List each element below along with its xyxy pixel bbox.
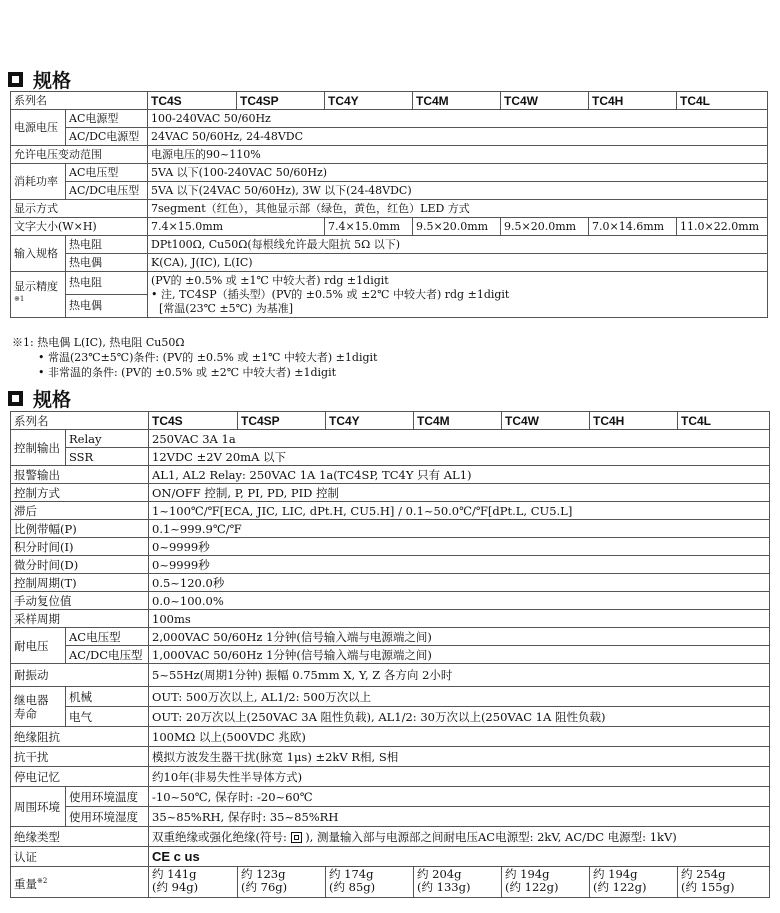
relay-life-row-mech bbox=[11, 687, 770, 707]
power-consumption-ac-label: AC电压型 bbox=[66, 164, 148, 182]
dielectric-acdc-value: 1,000VAC 50/60Hz 1分钟(信号输入端与电源端之间) bbox=[149, 646, 770, 664]
sampling-period-value: 100ms bbox=[149, 610, 770, 628]
insulation-type-prefix: 双重绝缘或强化绝缘(符号: bbox=[152, 829, 287, 844]
manual-reset-label: 手动复位值 bbox=[11, 592, 149, 610]
weight-label: 重量 bbox=[14, 876, 37, 891]
weight-label-cell bbox=[11, 867, 149, 898]
power-consumption-acdc-label: AC/DC电压型 bbox=[66, 182, 148, 200]
footnote-line2: • 常温(23℃±5℃)条件: (PV的 ±0.5% 或 ±1℃ 中较大者) ±1digit bbox=[38, 351, 378, 364]
weight-tc4y-sub: (约 85g) bbox=[329, 880, 376, 894]
voltage-range-row bbox=[11, 146, 768, 164]
power-consumption-row-ac bbox=[11, 164, 768, 182]
header-tc4s: TC4S bbox=[148, 92, 237, 110]
power-consumption-label: 消耗功率 bbox=[11, 164, 66, 200]
header-tc4s: TC4S bbox=[149, 412, 238, 430]
derivative-time-value: 0~9999秒 bbox=[149, 556, 770, 574]
footnote-line3: • 非常温的条件: (PV的 ±0.5% 或 ±2℃ 中较大者) ±1digit bbox=[38, 366, 337, 379]
accuracy-line3: [常温(23℃ ±5℃) 为基准] bbox=[159, 301, 293, 315]
input-label: 输入规格 bbox=[11, 236, 66, 272]
integral-time-value: 0~9999秒 bbox=[149, 538, 770, 556]
vibration-row bbox=[11, 664, 770, 687]
environment-hum-value: 35~85%RH, 保存时: 35~85%RH bbox=[149, 807, 770, 827]
relay-life-elec-label: 电气 bbox=[66, 707, 149, 727]
accuracy-note-mark: ※1 bbox=[14, 295, 25, 304]
header-tc4l: TC4L bbox=[677, 92, 768, 110]
header-tc4l: TC4L bbox=[678, 412, 770, 430]
insulation-resistance-value: 100MΩ 以上(500VDC 兆欧) bbox=[149, 727, 770, 747]
control-output-row-relay bbox=[11, 430, 770, 448]
control-output-relay-value: 250VAC 3A 1a bbox=[149, 430, 770, 448]
power-voltage-ac-value: 100-240VAC 50/60Hz bbox=[148, 110, 768, 128]
hysteresis-value: 1~100℃/℉[ECA, JIC, LIC, dPt.H, CU5.H] / 0.1~50.0℃/℉[dPt.L, CU5.L] bbox=[149, 502, 770, 520]
integral-time-row bbox=[11, 538, 770, 556]
derivative-time-label: 微分时间(D) bbox=[11, 556, 149, 574]
hysteresis-row bbox=[11, 502, 770, 520]
insulation-type-suffix: ), 测量输入部与电源部之间耐电压AC电源型: 2kV, AC/DC 电源型: 1kV) bbox=[305, 829, 677, 844]
display-method-value: 7segment（红色），其他显示部（绿色，黄色，红色）LED 方式 bbox=[148, 200, 768, 218]
display-method-label: 显示方式 bbox=[11, 200, 148, 218]
proportional-band-label: 比例带幅(P) bbox=[11, 520, 149, 538]
weight-tc4w bbox=[502, 867, 590, 898]
relay-life-mech-value: OUT: 500万次以上, AL1/2: 500万次以上 bbox=[149, 687, 770, 707]
power-voltage-label: 电源电压 bbox=[11, 110, 66, 146]
weight-tc4m-value: 约 204g bbox=[417, 867, 462, 881]
header-series: 系列名 bbox=[11, 412, 149, 430]
control-period-value: 0.5~120.0秒 bbox=[149, 574, 770, 592]
proportional-band-value: 0.1~999.9℃/℉ bbox=[149, 520, 770, 538]
relay-life-elec-value: OUT: 20万次以上(250VAC 3A 阻性负载), AL1/2: 30万次以上(250VAC 1A 阻性负载) bbox=[149, 707, 770, 727]
weight-tc4l bbox=[678, 867, 770, 898]
memory-retention-label: 停电记忆 bbox=[11, 767, 149, 787]
relay-life-label1: 继电器 bbox=[14, 692, 49, 707]
proportional-band-row bbox=[11, 520, 770, 538]
weight-tc4y-value: 约 174g bbox=[329, 867, 374, 881]
power-voltage-ac-label: AC电源型 bbox=[66, 110, 148, 128]
weight-tc4l-sub: (约 155g) bbox=[681, 880, 735, 894]
control-output-row-ssr bbox=[11, 448, 770, 466]
environment-row-hum bbox=[11, 807, 770, 827]
certification-row bbox=[11, 847, 770, 867]
spec-table-2 bbox=[10, 411, 770, 898]
accuracy-label-cell bbox=[11, 272, 66, 318]
header-tc4w: TC4W bbox=[502, 412, 590, 430]
input-row-tc bbox=[11, 254, 768, 272]
dielectric-ac-value: 2,000VAC 50/60Hz 1分钟(信号输入端与电源端之间) bbox=[149, 628, 770, 646]
power-voltage-row-ac bbox=[11, 110, 768, 128]
alarm-output-value: AL1, AL2 Relay: 250VAC 1A 1a(TC4SP, TC4Y 只有 AL1) bbox=[149, 466, 770, 484]
hysteresis-label: 滞后 bbox=[11, 502, 149, 520]
sampling-period-label: 采样周期 bbox=[11, 610, 149, 628]
weight-tc4sp-value: 约 123g bbox=[241, 867, 286, 881]
weight-tc4h bbox=[590, 867, 678, 898]
dielectric-acdc-label: AC/DC电压型 bbox=[66, 646, 149, 664]
table2-header-row bbox=[11, 412, 770, 430]
memory-retention-row bbox=[11, 767, 770, 787]
manual-reset-row bbox=[11, 592, 770, 610]
square-bullet-icon bbox=[8, 391, 23, 406]
power-consumption-acdc-value: 5VA 以下(24VAC 50/60Hz), 3W 以下(24-48VDC) bbox=[148, 182, 768, 200]
environment-temp-label: 使用环境温度 bbox=[66, 787, 149, 807]
weight-tc4w-value: 约 194g bbox=[505, 867, 550, 881]
header-tc4h: TC4H bbox=[589, 92, 677, 110]
input-rtd-label: 热电阻 bbox=[66, 236, 148, 254]
relay-life-label2: 寿命 bbox=[14, 706, 37, 721]
accuracy-row-rtd bbox=[11, 272, 768, 295]
environment-temp-value: -10~50℃, 保存时: -20~60℃ bbox=[149, 787, 770, 807]
dielectric-row-acdc bbox=[11, 646, 770, 664]
header-tc4m: TC4M bbox=[414, 412, 502, 430]
header-tc4h: TC4H bbox=[590, 412, 678, 430]
voltage-range-value: 电源电压的90~110% bbox=[148, 146, 768, 164]
accuracy-tc-label: 热电偶 bbox=[66, 295, 148, 318]
insulation-resistance-row bbox=[11, 727, 770, 747]
char-size-row bbox=[11, 218, 768, 236]
power-voltage-acdc-label: AC/DC电源型 bbox=[66, 128, 148, 146]
char-size-tc4s-tc4sp: 7.4×15.0mm bbox=[148, 218, 325, 236]
weight-tc4h-sub: (约 122g) bbox=[593, 880, 647, 894]
control-output-relay-label: Relay bbox=[66, 430, 149, 448]
weight-tc4l-value: 约 254g bbox=[681, 867, 726, 881]
char-size-tc4w: 9.5×20.0mm bbox=[501, 218, 589, 236]
footnote-line1: ※1: 热电偶 L(IC), 热电阻 Cu50Ω bbox=[12, 336, 185, 349]
input-row-rtd bbox=[11, 236, 768, 254]
environment-row-temp bbox=[11, 787, 770, 807]
voltage-range-label: 允许电压变动范围 bbox=[11, 146, 148, 164]
control-method-label: 控制方式 bbox=[11, 484, 149, 502]
control-period-row bbox=[11, 574, 770, 592]
certification-value-cell bbox=[149, 847, 770, 867]
insulation-type-value-cell bbox=[149, 827, 770, 847]
control-period-label: 控制周期(T) bbox=[11, 574, 149, 592]
header-series: 系列名 bbox=[11, 92, 148, 110]
noise-immunity-value: 模拟方波发生器干扰(脉宽 1μs) ±2kV R相, S相 bbox=[149, 747, 770, 767]
memory-retention-value: 约10年(非易失性半导体方式) bbox=[149, 767, 770, 787]
section1-title-text: 规格 bbox=[33, 70, 72, 92]
weight-row bbox=[11, 867, 770, 898]
manual-reset-value: 0.0~100.0% bbox=[149, 592, 770, 610]
alarm-output-row bbox=[11, 466, 770, 484]
char-size-tc4l: 11.0×22.0mm bbox=[677, 218, 768, 236]
alarm-output-label: 报警输出 bbox=[11, 466, 149, 484]
section2-title-text: 规格 bbox=[33, 389, 72, 411]
weight-tc4sp bbox=[238, 867, 326, 898]
footnotes bbox=[12, 335, 377, 380]
noise-immunity-label: 抗干扰 bbox=[11, 747, 149, 767]
vibration-label: 耐振动 bbox=[11, 664, 149, 687]
header-tc4sp: TC4SP bbox=[237, 92, 325, 110]
accuracy-value-cell bbox=[148, 272, 768, 318]
weight-tc4y bbox=[326, 867, 414, 898]
noise-immunity-row bbox=[11, 747, 770, 767]
control-method-row bbox=[11, 484, 770, 502]
accuracy-label: 显示精度 bbox=[14, 280, 58, 294]
power-voltage-acdc-value: 24VAC 50/60Hz, 24-48VDC bbox=[148, 128, 768, 146]
header-tc4y: TC4Y bbox=[325, 92, 413, 110]
dielectric-label: 耐电压 bbox=[11, 628, 66, 664]
weight-tc4s-value: 约 141g bbox=[152, 867, 197, 881]
relay-life-mech-label: 机械 bbox=[66, 687, 149, 707]
ce-ul-certification-icon: CE c us bbox=[152, 848, 200, 864]
environment-label: 周围环境 bbox=[11, 787, 66, 827]
spec-table-1 bbox=[10, 91, 768, 318]
relay-life-label-cell bbox=[11, 687, 66, 727]
control-output-ssr-label: SSR bbox=[66, 448, 149, 466]
input-tc-label: 热电偶 bbox=[66, 254, 148, 272]
weight-note-mark: ※2 bbox=[37, 876, 48, 885]
header-tc4y: TC4Y bbox=[326, 412, 414, 430]
char-size-tc4m: 9.5×20.0mm bbox=[413, 218, 501, 236]
header-tc4sp: TC4SP bbox=[238, 412, 326, 430]
char-size-label: 文字大小(W×H) bbox=[11, 218, 148, 236]
insulation-type-row bbox=[11, 827, 770, 847]
certification-label: 认证 bbox=[11, 847, 149, 867]
control-method-value: ON/OFF 控制, P, PI, PD, PID 控制 bbox=[149, 484, 770, 502]
control-output-label: 控制输出 bbox=[11, 430, 66, 466]
insulation-resistance-label: 绝缘阻抗 bbox=[11, 727, 149, 747]
header-tc4w: TC4W bbox=[501, 92, 589, 110]
weight-tc4s bbox=[149, 867, 238, 898]
square-bullet-icon bbox=[8, 72, 23, 87]
control-output-ssr-value: 12VDC ±2V 20mA 以下 bbox=[149, 448, 770, 466]
weight-tc4h-value: 约 194g bbox=[593, 867, 638, 881]
accuracy-rtd-label: 热电阻 bbox=[66, 272, 148, 295]
double-insulation-symbol-icon bbox=[291, 832, 302, 843]
dielectric-ac-label: AC电压型 bbox=[66, 628, 149, 646]
power-consumption-ac-value: 5VA 以下(100-240VAC 50/60Hz) bbox=[148, 164, 768, 182]
weight-tc4w-sub: (约 122g) bbox=[505, 880, 559, 894]
display-method-row bbox=[11, 200, 768, 218]
dielectric-row-ac bbox=[11, 628, 770, 646]
weight-tc4sp-sub: (约 76g) bbox=[241, 880, 288, 894]
sampling-period-row bbox=[11, 610, 770, 628]
weight-tc4m bbox=[414, 867, 502, 898]
environment-hum-label: 使用环境湿度 bbox=[66, 807, 149, 827]
section1-title bbox=[8, 66, 71, 93]
table1-header-row bbox=[11, 92, 768, 110]
section2-title bbox=[8, 385, 71, 412]
derivative-time-row bbox=[11, 556, 770, 574]
power-consumption-row-acdc bbox=[11, 182, 768, 200]
char-size-tc4y: 7.4×15.0mm bbox=[325, 218, 413, 236]
input-rtd-value: DPt100Ω, Cu50Ω(每根线允许最大阻抗 5Ω 以下) bbox=[148, 236, 768, 254]
accuracy-line1: (PV的 ±0.5% 或 ±1℃ 中较大者) rdg ±1digit bbox=[151, 273, 389, 287]
weight-tc4s-sub: (约 94g) bbox=[152, 880, 199, 894]
power-voltage-row-acdc bbox=[11, 128, 768, 146]
integral-time-label: 积分时间(I) bbox=[11, 538, 149, 556]
accuracy-line2: • 注, TC4SP（插头型）(PV的 ±0.5% 或 ±2℃ 中较大者) rdg ±1digit bbox=[151, 287, 510, 301]
header-tc4m: TC4M bbox=[413, 92, 501, 110]
weight-tc4m-sub: (约 133g) bbox=[417, 880, 471, 894]
char-size-tc4h: 7.0×14.6mm bbox=[589, 218, 677, 236]
insulation-type-label: 绝缘类型 bbox=[11, 827, 149, 847]
input-tc-value: K(CA), J(IC), L(IC) bbox=[148, 254, 768, 272]
vibration-value: 5~55Hz(周期1分钟) 振幅 0.75mm X, Y, Z 各方向 2小时 bbox=[149, 664, 770, 687]
relay-life-row-elec bbox=[11, 707, 770, 727]
